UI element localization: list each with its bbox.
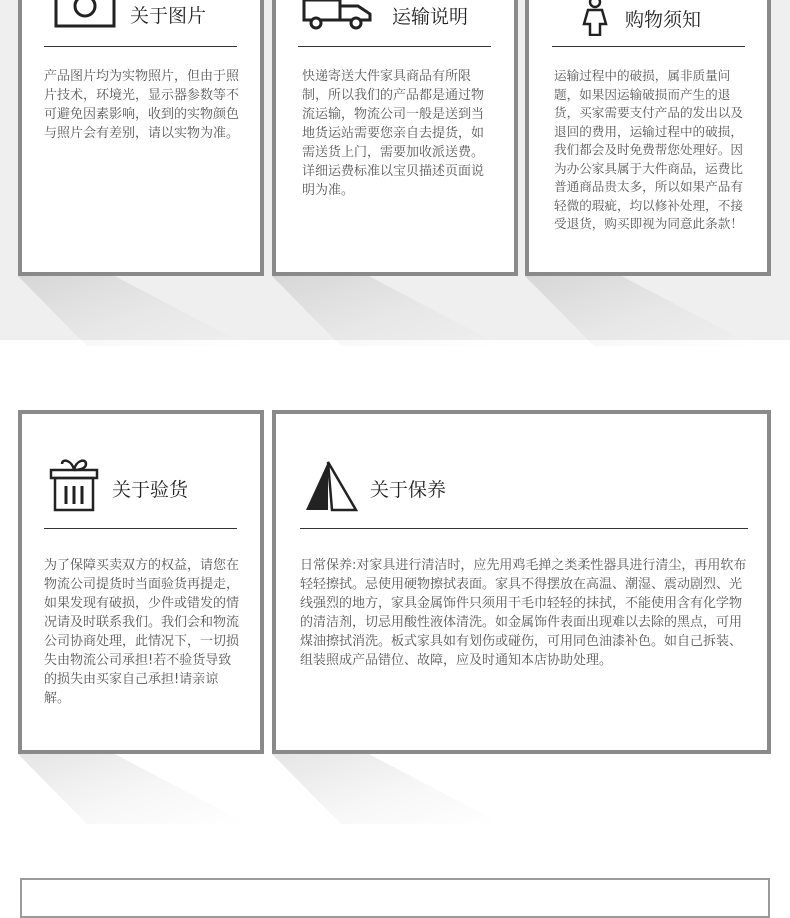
photo-info-card	[18, 0, 264, 276]
card-header	[48, 458, 188, 518]
card-header	[302, 458, 446, 518]
title-divider	[552, 46, 745, 47]
card-body-text: 日常保养:对家具进行清洁时，应先用鸡毛掸之类柔性器具进行清尘，再用软布轻轻擦拭。忌使用硬物擦拭表面。家具不得摆放在高温、潮湿、震动剧烈、光线强烈的地方，家具金属饰件只须用干毛巾轻轻的抹拭，不能使用含有化学物的清洁剂，切忌用酸性液体清洗。如金属饰件表面出现难以去除的黑点，可用煤油擦拭消洗。板式家具如有划伤或碰伤，可用同色油漆补色。如自己拆装、组装照成产品错位、故障，应及时通知本店协助处理。	[300, 558, 747, 668]
card-shadow	[18, 754, 248, 824]
shipping-info-card	[272, 0, 518, 276]
truck-icon	[300, 0, 380, 34]
title-divider	[300, 528, 748, 529]
card-body-text: 为了保障买卖双方的权益，请您在物流公司提货时当面验货再提走，如果发现有破损，少件或错发的情况请及时联系我们。我们会和物流公司协商处理，此情况下，一切损失由物流公司承担!若不验货导致的损失由买家自己承担!请亲谅解。	[44, 558, 240, 706]
card-title: 关于验货	[112, 478, 189, 501]
card-body-text: 快递寄送大件家具商品有所限制，所以我们的产品都是通过物流运输，物流公司一般是送到当地货运站需要您亲自去提货，如需送货上门，需要加收派送费。详细运费标准以宝贝描述页面说明为准。	[302, 69, 485, 198]
title-divider	[44, 528, 237, 529]
inspection-info-card	[18, 410, 264, 754]
title-divider	[44, 46, 237, 47]
card-shadow	[272, 754, 502, 824]
card-body-text: 产品图片均为实物照片，但由于照片技术，环境光，显示器参数等不可避免因素影响，收到的实物颜色与照片会有差别，请以实物为准。	[44, 69, 240, 141]
maintenance-info-card	[272, 410, 771, 754]
triangle-icon	[302, 458, 358, 518]
gift-icon	[48, 458, 100, 518]
person-icon	[577, 0, 613, 40]
purchase-notice-card	[525, 0, 771, 276]
card-header	[577, 0, 701, 40]
card-title: 关于图片	[130, 4, 207, 27]
camera-icon	[52, 0, 118, 34]
title-divider	[298, 46, 491, 47]
card-title: 关于保养	[370, 478, 447, 501]
next-section-card	[20, 878, 770, 918]
card-header	[300, 0, 468, 34]
card-title: 购物须知	[625, 8, 702, 31]
card-title: 运输说明	[392, 5, 469, 28]
card-body-text: 运输过程中的破损，属非质量问题，如果因运输破损而产生的退货，买家需要支付产品的发出以及退回的费用，运输过程中的破损，我们都会及时免费帮您处理好。因为办公家具属于大件商品，运费比普通商品贵太多，所以如果产品有轻微的瑕疵，均以修补处理，不接受退货，购买即视为同意此条款！	[554, 68, 743, 231]
card-header	[52, 0, 206, 34]
